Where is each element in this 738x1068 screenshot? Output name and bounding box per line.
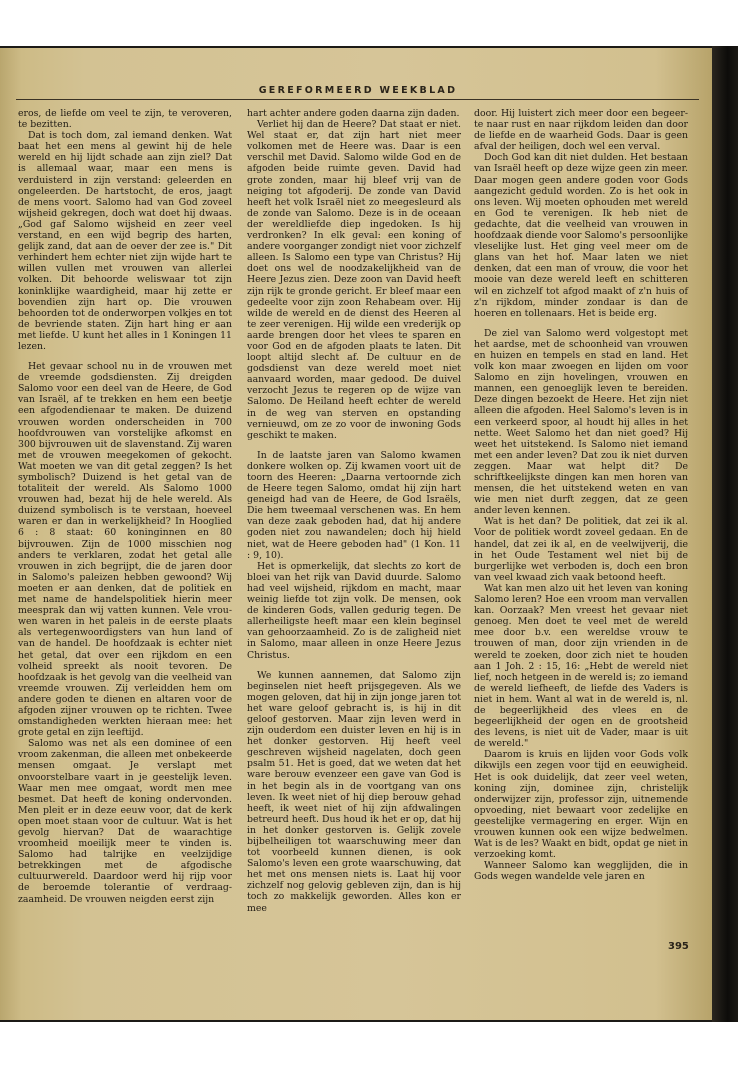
- text-column-1: [18, 108, 232, 905]
- paragraph: De ziel van Salomo werd volgestopt met het aardse, met de schoonheid van vrouwen en huizen en tempels en stad en land. Het volk kon maar zwoegen en lijden om voor Salomo en zijn hovelingen, vrouwen en mannen, een genoeglijk leven te bereiden. Deze dingen bezoekt de Heere. Het zijn niet alleen die afgoden. Heel Salomo's leven is in een verkeerd spoor, al houdt hij alles in het nette. Weet Salomo het dan niet goed? Hij weet het uitstekend. Is Salomo niet iemand met een ander leven? Dat zou ik niet durven zeggen. Maar wat helpt dit? De schriftkeelijkste dingen kan men horen van mensen, die het uitstekend weten en van wie men niet durft zeggen, dat ze geen ander leven kennen.: [474, 327, 688, 517]
- paragraph: Doch God kan dit niet dulden. Het bestaan van Israël heeft op deze wijze geen zin meer. Daar mogen geen andere goden voor Gods aangezicht geduld worden. Zo is het ook in ons leven. Wij moeten ophouden met wereld en God te verenigen. Ik heb niet de gedachte, dat die veelheid van vrouwen in hoofdzaak diende voor Salomo's persoonlijke vleselijke lust. Het ging veel meer om de glans van het hof. Maar laten we niet denken, dat een man of vrouw, die voor het mooie van deze wereld leeft en schitteren wil en zichzelf tot afgod maakt of z'n huis of z'n rijkdom, minder zondaar is dan de hoeren en tollenaars. Het is beide erg.: [474, 152, 688, 319]
- header-rule: [16, 99, 699, 100]
- paragraph: Het is opmerkelijk, dat slechts zo kort de bloei van het rijk van David duurde. Salomo had veel wijsheid, rijkdom en macht, maar weinig liefde tot zijn volk. De mensen, ook de kinderen Gods, vallen gedurig tegen. De allerheiligste heeft maar een klein beginsel van gehoorzaamheid. Zo is de zaligheid niet in Salomo, maar alleen in onze Heere Jezus Christus.: [247, 560, 461, 661]
- text-column-2: [247, 108, 461, 914]
- paragraph: We kunnen aannemen, dat Salomo zijn beginselen niet heeft prijsgegeven. Als we mogen geloven, dat hij in zijn jonge jaren tot het ware geloof gebracht is, is hij in dit geloof gestorven. Maar zijn leven werd in zijn ouderdom een duister leven en hij is in het donker gestorven. Hij heeft veel geschreven wijsheid nagelaten, doch geen psalm 51. Het is goed, dat we weten dat het ware berouw evenzeer een gave van God is in het begin als in de voortgang van ons leven. Ik weet niet of hij diep berouw gehad heeft, ik weet niet of hij zijn afdwalingen betreurd heeft. Dus houd ik het er op, dat hij in het donker gestorven is. Gelijk zovele bijbelheiligen tot waarschuwing meer dan tot voorbeeld kunnen dienen, is ook Salomo's leven een grote waarschuwing, dat het met ons mensen niets is. Laat hij voor zichzelf nog gelovig gebleven zijn, dan is hij toch zo makkelijk geworden. Alles kon er mee: [247, 669, 461, 914]
- paragraph: Wat kan men alzo uit het leven van koning Salomo leren? Hoe een vroom man vervallen kan. Oorzaak? Men vreest het gevaar niet genoeg. Men doet te veel met de wereld mee door b.v. een wereldse vrouw te trouwen of man, door zijn vrienden in de wereld te zoeken, door zich niet te houden aan 1 Joh. 2 : 15, 16: „Hebt de wereld niet lief, noch hetgeen in de wereld is; zo iemand de wereld liefheeft, de liefde des Vaders is niet in hem. Want al wat in de wereld is, nl. de begeerlijkheid des vlees en de begeerlijkheid der ogen en de grootsheid des levens, is niet uit de Vader, maar is uit de wereld.": [474, 582, 688, 750]
- page-number: 395: [668, 941, 689, 952]
- paragraph: door. Hij luistert zich meer door een begeerte naar rust en naar rijkdom leiden dan door de liefde en de waarheid Gods. Daar is geen afval der heiligen, doch wel een verval.: [474, 108, 688, 153]
- paragraph: Dat is toch dom, zal iemand denken. Wat baat het een mens al gewint hij de hele wereld en hij lijdt schade aan zijn ziel? Dat is allemaal waar, maar een mens is verduisterd in zijn verstand: geleerden en ongeleerden. De hartstocht, de eros, jaagt de mens voort. Salomo had van God zoveel wijsheid gekregen, doch wat doet hij dwaas. „God gaf Salomo wijsheid en zeer veel verstand, en een wijd begrip des harten, gelijk zand, dat aan de oever der zee is." Dit verhindert hem echter niet zijn wijde hart te willen vullen met vrouwen van allerlei volken. Dit behoorde weliswaar tot zijn koninklijke waardigheid, maar hij zette er bovendien zijn hart op. Die vrouwen behoorden tot de onderworpen volkjes en tot de bevriende staten. Zijn hart hing er aan met liefde. U kunt het alles in 1 Koningen 11 lezen.: [18, 130, 232, 352]
- text-column-3: [474, 108, 688, 882]
- running-title: GEREFORMEERD WEEKBLAD: [258, 85, 458, 96]
- paragraph: Verliet hij dan de Heere? Dat staat er niet. Wel staat er, dat zijn hart niet meer volkomen met de Heere was. Daar is een verschil met David. Salomo wilde God en de afgoden beide ruimte geven. David had grote zonden, maar hij bleef vrij van de neiging tot afgoderij. De zonde van David heeft het volk Israël niet zo meegesleurd als de zonde van Salomo. Deze is in de oceaan der wereldliefde diep ingedoken. Is hij verdronken? In elk geval: een koning of andere voorganger zondigt niet voor zichzelf alleen. Is Salomo een type van Christus? Hij doet ons wel de noodzakelijkheid van de Heere Jezus zien. Deze zoon van David heeft zijn rijk te gronde gericht. Er bleef maar een gedeelte voor zijn zoon Rehabeam over. Hij wilde de wereld en de dienst des Heeren al te zeer verenigen. Hij wilde een vrederijk op aarde brengen door het vlees te sparen en voor God en de afgoden plaats te laten. Dit loopt altijd slecht af. De cultuur en de godsdienst van deze wereld moet niet aanvaard worden, maar gedood. De duivel verzocht Jezus te regeren op de wijze van Salomo. De Heiland heeft echter de wereld in de weg van sterven en opstanding vernieuwd, om ze zo voor de inwoning Gods geschikt te maken.: [247, 119, 461, 441]
- bottom-margin: [0, 1022, 738, 1068]
- paragraph: hart achter andere goden daarna zijn daden.: [247, 108, 460, 119]
- paragraph: eros, de liefde om veel te zijn, te veroveren, te bezitten.: [18, 108, 232, 131]
- binding-shadow: [712, 46, 738, 1022]
- magazine-page: [0, 48, 712, 1020]
- paragraph: In de laatste jaren van Salomo kwamen donkere wolken op. Zij kwamen voort uit de toorn des Heeren: „Daarna vertoornde zich de Heere tegen Salomo, omdat hij zijn hart geneigd had van de Heere, de God Israëls, Die hem tweemaal verschenen was. En hem van deze zaak geboden had, dat hij andere goden niet zou nawandelen; doch hij hield niet, wat de Heere geboden had" (1 Kon. 11 : 9, 10).: [247, 449, 461, 561]
- paragraph: Wanneer Salomo kan wegglijden, die in Gods wegen wandelde vele jaren en: [474, 860, 688, 883]
- paragraph: Daarom is kruis en lijden voor Gods volk dikwijls een zegen voor tijd en eeuwigheid. Het is ook duidelijk, dat zeer veel weten, koning zijn, dominee zijn, christelijk onderwijzer zijn, professor zijn, uitnemende opvoeding, niet bewaart voor zedelijke en geestelijke vermagering en erger. Wijn en vrouwen kunnen ook een wijze bedwelmen. Wat is de les? Waakt en bidt, opdat ge niet in verzoeking komt.: [474, 749, 688, 861]
- paragraph: Salomo was net als een dominee of een vroom zakenman, die alleen met onbekeerde mensen omgaat. Je verslapt met onvoorstelbare vaart in je geestelijk leven. Waar men mee omgaat, wordt men mee besmet. Dat heeft de koning ondervonden. Men pleit er in deze eeuw voor, dat de kerk open moet staan voor de cultuur. Wat is het gevolg hiervan? Dat de waarachtige vroomheid moeilijk meer te vinden is. Salomo had talrijke en veelzijdige betrekkingen met de afgodische cultuurwereld. Daardoor werd hij rijp voor de beroemde tolerantie of verdraagzaamheid. De vrouwen neigden eerst zijn: [18, 738, 232, 905]
- paragraph: Het gevaar school nu in de vrouwen met de vreemde godsdiensten. Zij dreigden Salomo voor een deel van de Heere, de God van Israël, af te trekken en hem een beetje een afgodendienaar te maken. De duizend vrouwen worden onderscheiden in 700 hoofdvrouwen van vorstelijke afkomst en 300 bijvrouwen uit de slavenstand. Zij waren met de vrouwen meegekomen of gekocht. Wat moeten we van dit getal zeggen? Is het symbolisch? Duizend is het getal van de totaliteit der wereld. Als Salomo 1000 vrouwen had, bezat hij de hele wereld. Als duizend symbolisch is te verstaan, hoeveel waren er dan in werkelijkheid? In Hooglied 6 : 8 staat: 60 koninginnen en 80 bijvrouwen. Zijn de 1000 misschien nog anders te verklaren, zodat het getal alle vrouwen in zich begrijpt, die de jaren door in Salomo's paleizen hebben gewoond? Wij moeten er aan denken, dat de politiek en met name de handelspolitiek hierin meer meesprak dan wij vatten kunnen. Vele vrouwen waren in het paleis in de eerste plaats als vertegenwoordigsters van hun land of van de handel. De hoofdzaak is echter niet het getal, dat over een rijkdom en een volheid spreekt als nooit tevoren. De hoofdzaak is het gevolg van die veelheid van vreemde vrouwen. Zij verleidden hem om andere goden te dienen en altaren voor de afgoden zijner vrouwen op te richten. Twee omstandigheden werkten hieraan mee: het grote getal en zijn leeftijd.: [18, 361, 232, 739]
- paragraph: Wat is het dan? De politiek, dat zei ik al. Voor de politiek wordt zoveel gedaan. En de handel, dat zei ik al, en de veelwijverij, die in het Oude Testament wel niet bij de burgerlijke wet verboden is, doch een bron van veel kwaad zich vaak betoond heeft.: [474, 516, 688, 583]
- top-margin: [0, 0, 738, 46]
